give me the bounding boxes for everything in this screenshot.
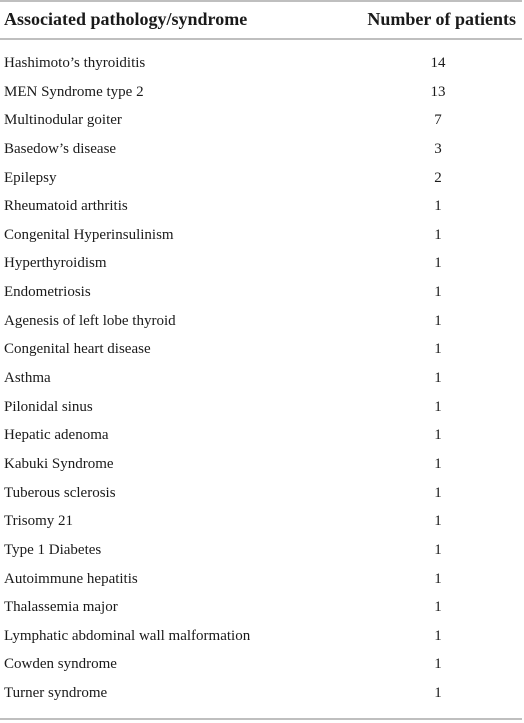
cell-pathology: Basedow’s disease bbox=[4, 140, 117, 157]
cell-patients: 1 bbox=[434, 398, 442, 415]
cell-pathology: Hyperthyroidism bbox=[4, 255, 107, 272]
cell-patients: 1 bbox=[434, 198, 442, 215]
cell-patients: 1 bbox=[434, 312, 442, 329]
cell-patients: 14 bbox=[430, 55, 446, 71]
cell-patients: 1 bbox=[434, 570, 442, 587]
table-row bbox=[0, 394, 522, 423]
cell-pathology: Cowden syndrome bbox=[4, 656, 117, 673]
table-row bbox=[0, 79, 522, 108]
table-row bbox=[0, 336, 522, 365]
cell-pathology: Lymphatic abdominal wall malformation bbox=[4, 627, 251, 644]
table-row bbox=[0, 222, 522, 251]
cell-patients: 1 bbox=[434, 541, 442, 558]
cell-pathology: Epilepsy bbox=[4, 169, 57, 186]
cell-pathology: Tuberous sclerosis bbox=[4, 484, 116, 501]
table-row bbox=[0, 136, 522, 165]
cell-patients: 1 bbox=[434, 685, 442, 702]
table-row bbox=[0, 50, 522, 79]
cell-pathology: Pilonidal sinus bbox=[4, 398, 93, 415]
table-row bbox=[0, 680, 522, 709]
cell-patients: 1 bbox=[434, 284, 442, 301]
header-patients: Number of patients bbox=[367, 9, 516, 29]
table-row bbox=[0, 623, 522, 652]
cell-pathology: Kabuki Syndrome bbox=[4, 455, 114, 472]
table-row bbox=[0, 422, 522, 451]
bottom-rule bbox=[0, 718, 522, 720]
cell-patients: 13 bbox=[430, 83, 446, 100]
cell-pathology: Congenital Hyperinsulinism bbox=[4, 226, 174, 243]
cell-pathology: Thalassemia major bbox=[4, 599, 118, 616]
cell-pathology: Type 1 Diabetes bbox=[4, 541, 102, 558]
cell-patients: 1 bbox=[434, 513, 442, 530]
table-row bbox=[0, 365, 522, 394]
cell-pathology: MEN Syndrome type 2 bbox=[4, 83, 144, 100]
cell-pathology: Rheumatoid arthritis bbox=[4, 198, 128, 215]
cell-patients: 1 bbox=[434, 226, 442, 243]
cell-patients: 1 bbox=[434, 427, 442, 444]
table-row bbox=[0, 566, 522, 595]
table-body bbox=[0, 50, 522, 709]
header-pathology: Associated pathology/syndrome bbox=[4, 9, 248, 29]
table-row bbox=[0, 537, 522, 566]
cell-pathology: Congenital heart disease bbox=[4, 341, 151, 358]
cell-pathology: Multinodular goiter bbox=[4, 112, 122, 129]
cell-patients: 1 bbox=[434, 484, 442, 501]
table-row bbox=[0, 594, 522, 623]
table-row bbox=[0, 480, 522, 509]
cell-patients: 1 bbox=[434, 627, 442, 644]
cell-patients: 2 bbox=[434, 169, 442, 186]
cell-pathology: Asthma bbox=[4, 370, 51, 387]
cell-patients: 3 bbox=[434, 140, 442, 157]
cell-patients: 1 bbox=[434, 455, 442, 472]
cell-pathology: Hashimoto’s thyroiditis bbox=[4, 55, 146, 71]
table-row bbox=[0, 107, 522, 136]
cell-patients: 1 bbox=[434, 599, 442, 616]
cell-pathology: Trisomy 21 bbox=[4, 513, 74, 530]
cell-patients: 1 bbox=[434, 656, 442, 673]
cell-patients: 1 bbox=[434, 255, 442, 272]
table-row bbox=[0, 308, 522, 337]
table-row bbox=[0, 508, 522, 537]
cell-pathology: Turner syndrome bbox=[4, 685, 108, 702]
cell-pathology: Agenesis of left lobe thyroid bbox=[4, 312, 176, 329]
table-row bbox=[0, 250, 522, 279]
table-header bbox=[0, 0, 522, 40]
cell-patients: 1 bbox=[434, 370, 442, 387]
cell-pathology: Hepatic adenoma bbox=[4, 427, 109, 444]
table-row bbox=[0, 193, 522, 222]
table-row bbox=[0, 279, 522, 308]
table-row bbox=[0, 451, 522, 480]
cell-patients: 7 bbox=[434, 112, 442, 129]
cell-pathology: Autoimmune hepatitis bbox=[4, 570, 138, 587]
cell-patients: 1 bbox=[434, 341, 442, 358]
cell-pathology: Endometriosis bbox=[4, 284, 91, 301]
table-row bbox=[0, 165, 522, 194]
table-row bbox=[0, 651, 522, 680]
